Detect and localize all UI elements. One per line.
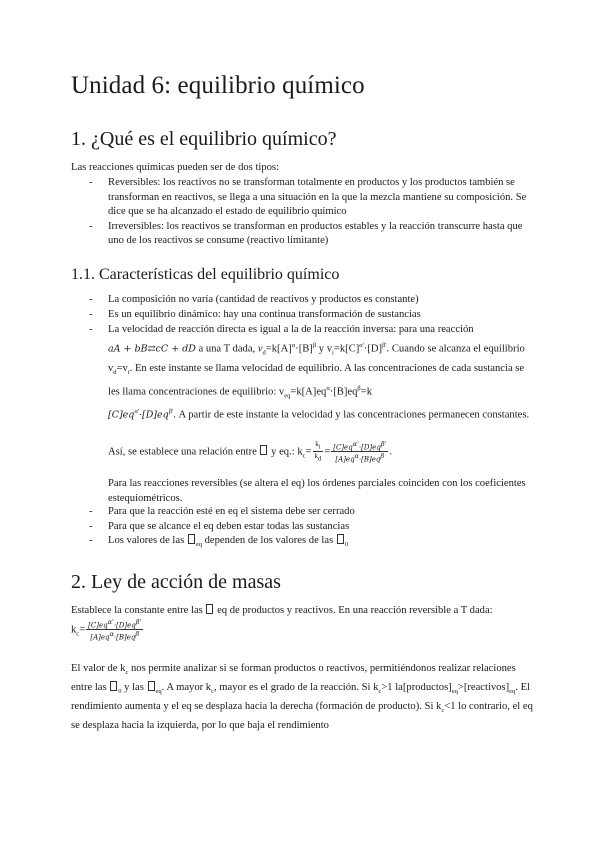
kd-ki-fraction: $\frac{ki}{kd}$ — [314, 440, 322, 463]
section-1-list — [71, 176, 533, 249]
kc-fraction: $\frac{\text{[C]eqα'·[D]eqβ'}}{\text{[A]eqα·[B]eqβ}}$ — [333, 440, 387, 464]
concentration-box-icon — [206, 604, 213, 614]
concentration-box-icon — [337, 534, 344, 544]
concentration-box-icon — [110, 681, 117, 691]
mass-action-fraction: $\frac{\text{[C]eqα'·[D]eqβ'}}{\text{[A]eqα·[B]eqβ}}$ — [88, 618, 142, 642]
equilibrium-constant-relation: Así, se establece una relación entre y eq.: $k_c=$ $\frac{ki}{kd}$ = $\frac{\text{[C]eqα'·[D]eqβ'}}{\text{[A]eqα·[B]eqβ}}$ . — [108, 440, 393, 464]
list-item: - Es un equilibrio dinámico: hay una continua transformación de sustancias — [89, 308, 421, 320]
section-1-1-list-continued — [71, 505, 533, 553]
list-item: - Irreversibles: los reactivos se transforman en productos estables y la reacción transcurre hasta que uno de los reactivos se consume (reactivo limitante) — [89, 220, 523, 247]
section-1-intro: Las reacciones químicas pueden ser de dos tipos: — [71, 162, 279, 173]
list-item: - La composición no varía (cantidad de reactivos y productos es constante) — [89, 294, 419, 305]
reversible-note: Para las reacciones reversibles (se altera el eq) los órdenes parciales coinciden con los coeficientes estequiométricos. — [108, 478, 526, 504]
concentration-box-icon — [148, 681, 155, 691]
document-title: Unidad 6: equilibrio químico — [71, 72, 365, 99]
list-item: - Para que se alcance el eq deben estar todas las sustancias — [89, 520, 350, 532]
concentration-box-icon — [260, 445, 267, 455]
section-2-paragraph-1: Establece la constante entre las eq de productos y reactivos. En una reacción reversible a T dada: $k_c=$ $\frac{\text{[C]eqα'·[D]eqβ'}}{\text{[A]eqα·[B]eqβ}}$ — [71, 605, 493, 642]
section-1-heading: 1. ¿Qué es el equilibrio químico? — [71, 128, 337, 150]
list-item: - Para que la reacción esté en eq el sistema debe ser cerrado — [89, 506, 355, 517]
list-item: - Los valores de las $_{eq}$ dependen de los valores de las $_0$ — [89, 535, 349, 549]
concentration-box-icon — [188, 534, 195, 544]
list-item: - La velocidad de reacción directa es igual a la de la reacción inversa: para una reacción aA + bB⇄cC + dD a una T dada, $v_d=k[A]^\alpha\cdot[B]^\beta$ y $v_i=k[C]^{\alpha'}\cdot[D]^{\beta'}$. Cuando se alcanza el equilibrio $v_d=v_i$. En este instante se llama velocidad de equilibrio. A las concentraciones de cada sustancia se les llama concentraciones de equilibrio: $v_{eq}=k[A]eq^\alpha\cdot[B]eq^\beta=k$ $[C]eq^{\alpha'}\cdot[D]eq^{\beta'}$. A partir de este instante la velocidad y las concentraciones permanecen constantes. — [89, 324, 530, 421]
reaction-equation: aA + bB⇄cC + dD — [108, 343, 196, 355]
section-2-paragraph-2: El valor de $k_c$ nos permite analizar si se forman productos o reactivos, permitiéndonos realizar relaciones entre las $_0$ y las $_{eq}$. A mayor $k_c$, mayor es el grado de la reacción. Si $k_c>1$ $la[productos]_{eq}>[reactivos]_{eq}$. El rendimiento aumenta y el eq se desplaza hacia la derecha (formación de producto). Si $k_c<1$ lo contrario, el eq se desplaza hacia la izquierda, por lo que baja el rendimiento — [71, 663, 533, 732]
section-1-1-heading: 1.1. Características del equilibrio químico — [71, 266, 340, 283]
section-1-1-list — [71, 293, 533, 423]
list-item: - Reversibles: los reactivos no se transforman totalmente en productos y los productos también se transforman en reactivos, se llega a una situación en la que la mezcla mantiene su composición. Se dice que se ha alcanzado el estado de equilibrio químico — [89, 177, 527, 218]
section-2-heading: 2. Ley de acción de masas — [71, 571, 281, 593]
